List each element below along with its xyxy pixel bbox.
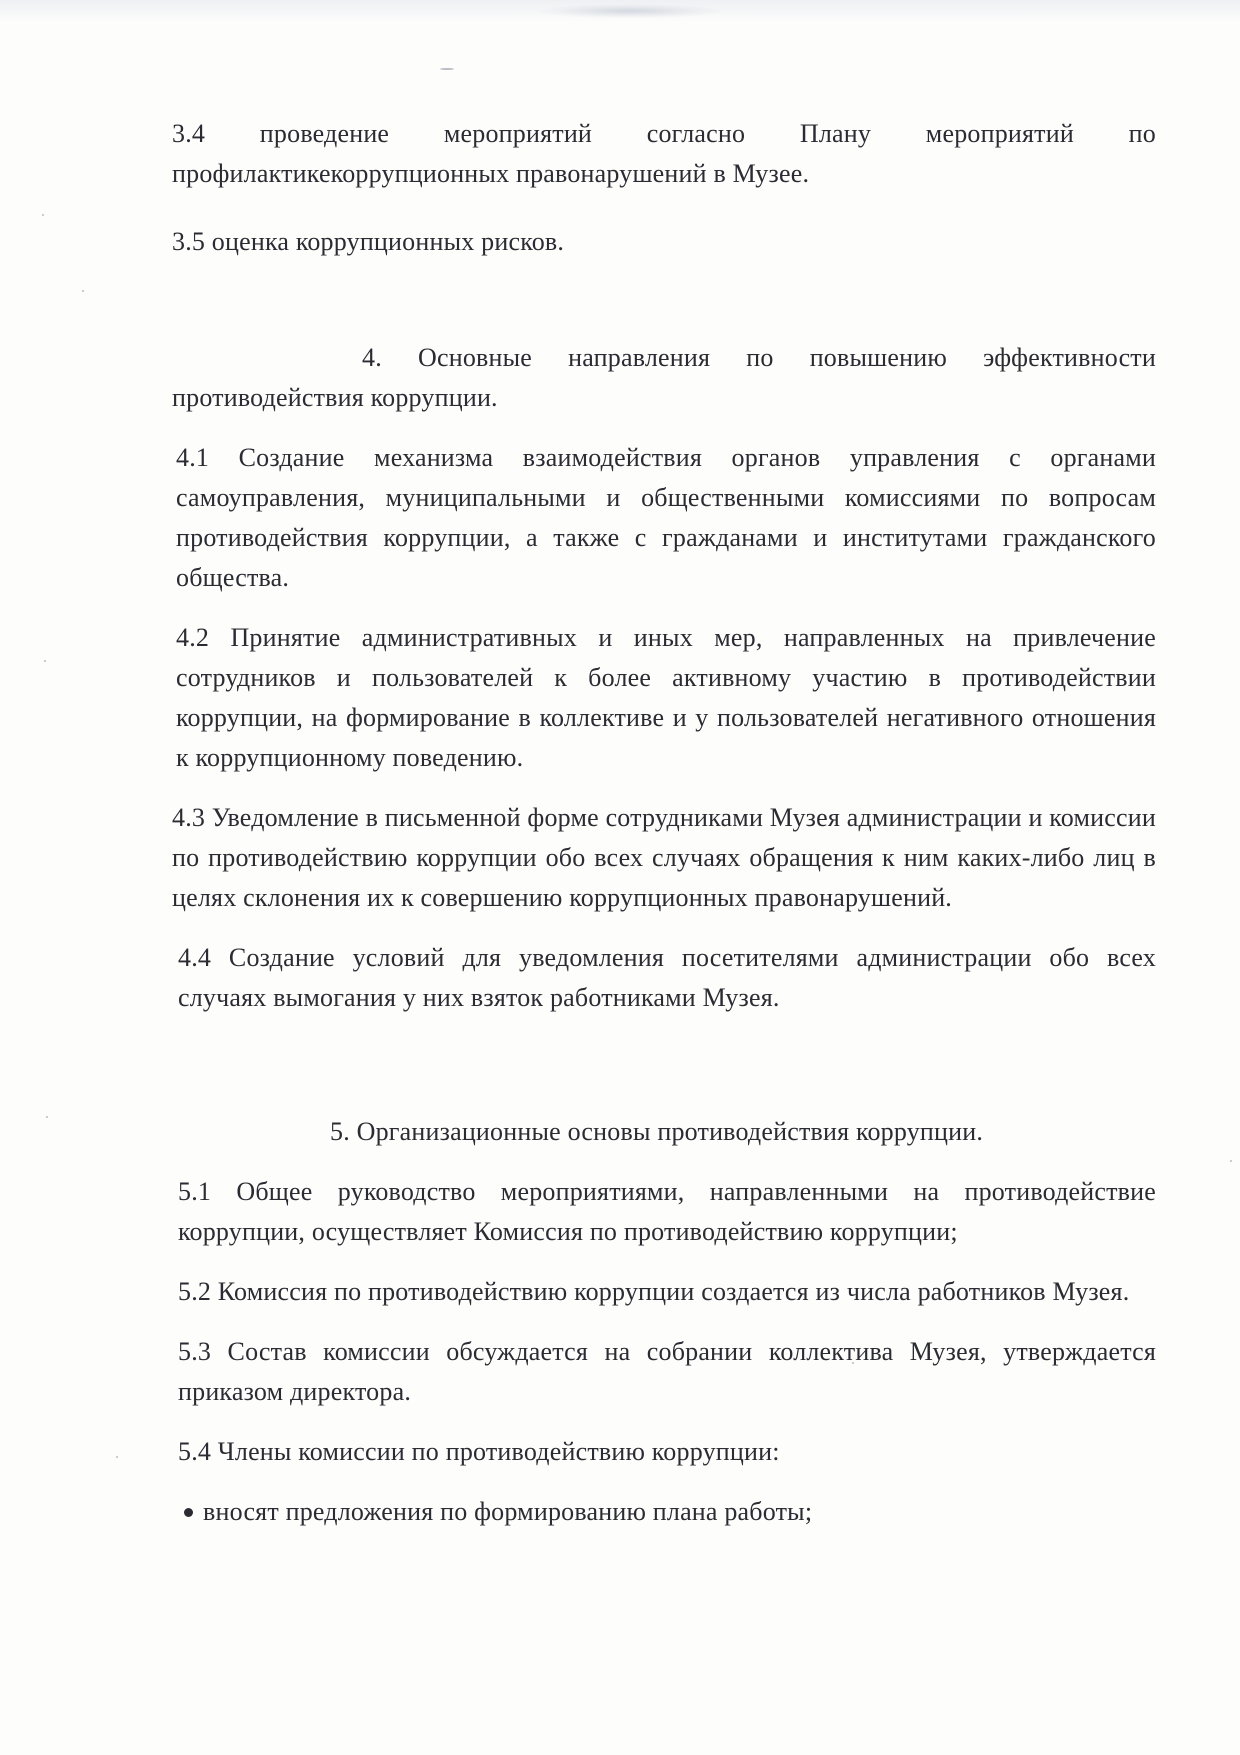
bullet-item-text: вносят предложения по формированию плана работы;	[203, 1497, 813, 1526]
scan-speck	[44, 660, 46, 662]
scan-speck	[46, 1116, 48, 1118]
scan-speck	[116, 1456, 118, 1458]
paragraph-5-4: 5.4 Члены комиссии по противодействию коррупции:	[178, 1437, 780, 1466]
scan-speck	[440, 68, 454, 70]
document-body	[172, 114, 1156, 1532]
section-heading-4	[172, 338, 1156, 418]
paragraph-3-4: 3.4 проведение мероприятий согласно Плану мероприятий по профилактикекоррупционных правонарушений в Музее.	[172, 119, 1156, 188]
scan-speck	[82, 290, 84, 292]
paragraph-5-1: 5.1 Общее руководство мероприятиями, направленными на противодействие коррупции, осуществляет Комиссия по противодействию коррупции;	[178, 1177, 1156, 1246]
paragraph-3-5: 3.5 оценка коррупционных рисков.	[172, 227, 565, 256]
section-heading-5: 5. Организационные основы противодействия коррупции.	[330, 1117, 984, 1146]
bullet-dot-icon	[184, 1508, 193, 1517]
scan-speck	[42, 214, 44, 216]
paragraph-4-4: 4.4 Создание условий для уведомления посетителями администрации обо всех случаях вымогания у них взяток работниками Музея.	[178, 943, 1156, 1012]
paragraph-5-3: 5.3 Состав комиссии обсуждается на собрании коллектива Музея, утверждается приказом директора.	[178, 1337, 1156, 1406]
bullet-item	[172, 1492, 1156, 1532]
scan-speck	[1230, 1160, 1232, 1162]
paragraph-4-2: 4.2 Принятие административных и иных мер, направленных на привлечение сотрудников и пользователей к более активному участию в противодействии коррупции, на формирование в коллективе и у пользователей негативного отношения к коррупционному поведению.	[176, 623, 1156, 772]
paragraph-4-1: 4.1 Создание механизма взаимодействия органов управления с органами самоуправления, муниципальными и общественными комиссиями по вопросам противодействия коррупции, а также с гражданами и институтами гражданского общества.	[176, 443, 1156, 592]
paragraph-4-3: 4.3 Уведомление в письменной форме сотрудниками Музея администрации и комиссии по противодействию коррупции обо всех случаях обращения к ним каких-либо лиц в целях склонения их к совершению коррупционных правонарушений.	[172, 803, 1156, 912]
paragraph-5-2: 5.2 Комиссия по противодействию коррупции создается из числа работников Музея.	[178, 1277, 1130, 1306]
section-heading-4-text: 4. Основные направления по повышению эффективности противодействия коррупции.	[172, 343, 1156, 412]
scan-smudge	[540, 4, 720, 18]
